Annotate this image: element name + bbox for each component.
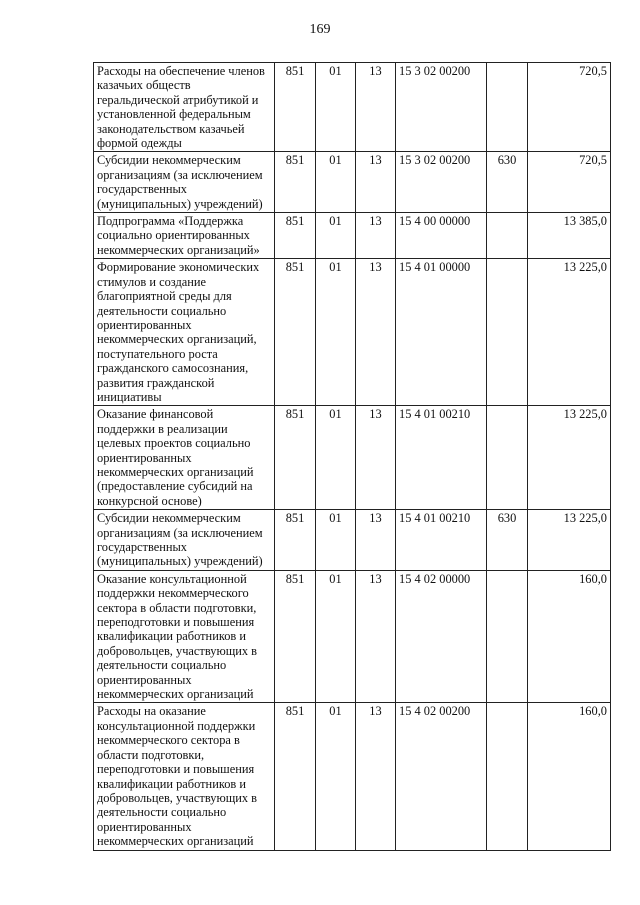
- target-code: 15 4 01 00000: [396, 259, 487, 406]
- admin-code: 851: [275, 213, 316, 259]
- section-code: 01: [316, 259, 356, 406]
- sum-value: 160,0: [528, 703, 611, 850]
- target-code: 15 4 02 00000: [396, 570, 487, 703]
- section-code: 01: [316, 570, 356, 703]
- section-code: 01: [316, 152, 356, 213]
- row-name: Субсидии некоммерческим организациям (за исключением государственных (муниципальных) учреждений): [94, 510, 275, 571]
- subsection-code: 13: [356, 703, 396, 850]
- sum-value: 13 225,0: [528, 510, 611, 571]
- subsection-code: 13: [356, 213, 396, 259]
- expense-type-code: [487, 63, 528, 152]
- section-code: 01: [316, 510, 356, 571]
- section-code: 01: [316, 63, 356, 152]
- sum-value: 13 225,0: [528, 406, 611, 510]
- target-code: 15 4 01 00210: [396, 510, 487, 571]
- table-row: [94, 152, 611, 213]
- target-code: 15 3 02 00200: [396, 152, 487, 213]
- admin-code: 851: [275, 259, 316, 406]
- row-name: Оказание финансовой поддержки в реализации целевых проектов социально ориентированных некоммерческих организаций (предоставление субсидий на конкурсной основе): [94, 406, 275, 510]
- row-name: Расходы на оказание консультационной поддержки некоммерческого сектора в области подготовки, переподготовки и повышения квалификации работников и добровольцев, участвующих в деятельности социально ориентированных некоммерческих организаций: [94, 703, 275, 850]
- table-row: [94, 703, 611, 850]
- expense-type-code: 630: [487, 510, 528, 571]
- expense-type-code: [487, 703, 528, 850]
- admin-code: 851: [275, 570, 316, 703]
- row-name: Формирование экономических стимулов и создание благоприятной среды для деятельности социально ориентированных некоммерческих организаций, поступательного роста гражданского самосознания, развития гражданской инициативы: [94, 259, 275, 406]
- sum-value: 13 385,0: [528, 213, 611, 259]
- row-name: Субсидии некоммерческим организациям (за исключением государственных (муниципальных) учреждений): [94, 152, 275, 213]
- table-row: [94, 510, 611, 571]
- subsection-code: 13: [356, 570, 396, 703]
- sum-value: 160,0: [528, 570, 611, 703]
- target-code: 15 4 01 00210: [396, 406, 487, 510]
- admin-code: 851: [275, 703, 316, 850]
- table-row: [94, 213, 611, 259]
- admin-code: 851: [275, 406, 316, 510]
- expense-type-code: 630: [487, 152, 528, 213]
- budget-table: [93, 62, 611, 851]
- subsection-code: 13: [356, 152, 396, 213]
- section-code: 01: [316, 406, 356, 510]
- target-code: 15 4 02 00200: [396, 703, 487, 850]
- subsection-code: 13: [356, 259, 396, 406]
- page-number: 169: [309, 22, 331, 37]
- sum-value: 720,5: [528, 63, 611, 152]
- table-row: [94, 570, 611, 703]
- expense-type-code: [487, 259, 528, 406]
- subsection-code: 13: [356, 510, 396, 571]
- table-row: [94, 406, 611, 510]
- expense-type-code: [487, 213, 528, 259]
- row-name: Расходы на обеспечение членов казачьих обществ геральдической атрибутикой и установленной федеральным законодательством казачьей формой одежды: [94, 63, 275, 152]
- target-code: 15 3 02 00200: [396, 63, 487, 152]
- row-name: Оказание консультационной поддержки некоммерческого сектора в области подготовки, переподготовки и повышения квалификации работников и добровольцев, участвующих в деятельности социально ориентированных некоммерческих организаций: [94, 570, 275, 703]
- subsection-code: 13: [356, 63, 396, 152]
- section-code: 01: [316, 703, 356, 850]
- sum-value: 720,5: [528, 152, 611, 213]
- section-code: 01: [316, 213, 356, 259]
- target-code: 15 4 00 00000: [396, 213, 487, 259]
- table-row: [94, 259, 611, 406]
- admin-code: 851: [275, 510, 316, 571]
- admin-code: 851: [275, 63, 316, 152]
- sum-value: 13 225,0: [528, 259, 611, 406]
- table-row: [94, 63, 611, 152]
- expense-type-code: [487, 570, 528, 703]
- subsection-code: 13: [356, 406, 396, 510]
- row-name: Подпрограмма «Поддержка социально ориентированных некоммерческих организаций»: [94, 213, 275, 259]
- expense-type-code: [487, 406, 528, 510]
- admin-code: 851: [275, 152, 316, 213]
